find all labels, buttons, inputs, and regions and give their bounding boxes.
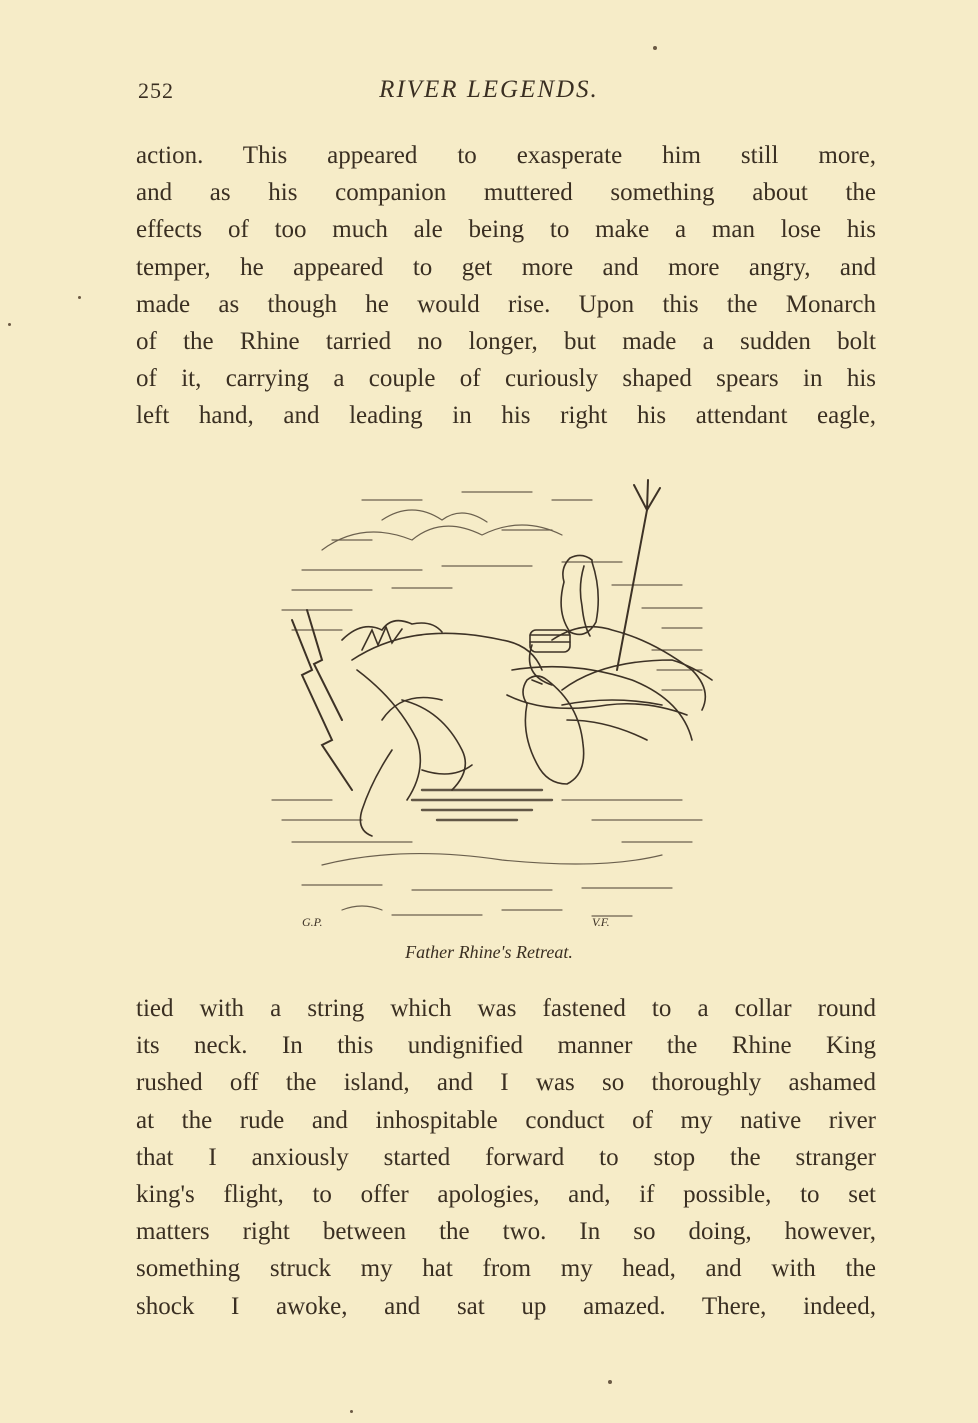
text-line: rushed off the island, and I was so thoroughly ashamed (136, 1069, 876, 1097)
bottom-paragraph (136, 990, 876, 1325)
artist-signature: G.P. (302, 915, 323, 929)
paper-speck (78, 296, 81, 299)
text-line: temper, he appeared to get more and more angry, and (136, 253, 876, 281)
text-line: at the rude and inhospitable conduct of my native river (136, 1106, 876, 1134)
trident (617, 480, 660, 670)
text-line: shock I awoke, and sat up amazed. There, indeed, (136, 1292, 876, 1320)
running-title: RIVER LEGENDS. (379, 76, 599, 103)
text-line: effects of too much ale being to make a man lose his (136, 216, 876, 244)
paper-speck (608, 1380, 612, 1384)
text-line: and as his companion muttered something about the (136, 179, 876, 207)
fleeing-king-figure (342, 621, 542, 836)
text-line: its neck. In this undignified manner the Rhine King (136, 1032, 876, 1060)
father-rhine-figure (507, 555, 705, 740)
top-paragraph (136, 137, 876, 435)
paper-speck (350, 1410, 353, 1413)
text-line: something struck my hat from my head, and with the (136, 1255, 876, 1283)
text-line: of it, carrying a couple of curiously shaped spears in his (136, 365, 876, 393)
ground-shadow (412, 790, 552, 820)
text-line: matters right between the two. In so doing, however, (136, 1218, 876, 1246)
eagle-figure (523, 660, 712, 784)
text-line: of the Rhine tarried no longer, but made a sudden bolt (136, 328, 876, 356)
engraving-illustration (262, 470, 732, 940)
paper-speck (653, 46, 657, 50)
illustration-caption: Father Rhine's Retreat. (405, 942, 573, 962)
text-line: that I anxiously started forward to stop the stranger (136, 1143, 876, 1171)
text-line: left hand, and leading in his right his attendant eagle, (136, 402, 876, 430)
text-line: tied with a string which was fastened to a collar round (136, 995, 876, 1022)
engraver-signature: V.F. (592, 915, 610, 929)
lightning-spears (292, 610, 352, 790)
text-line: king's flight, to offer apologies, and, if possible, to set (136, 1181, 876, 1209)
text-line: made as though he would rise. Upon this the Monarch (136, 290, 876, 318)
paper-speck (8, 323, 11, 326)
page-number: 252 (138, 78, 174, 103)
text-line: action. This appeared to exasperate him still more, (136, 142, 876, 169)
